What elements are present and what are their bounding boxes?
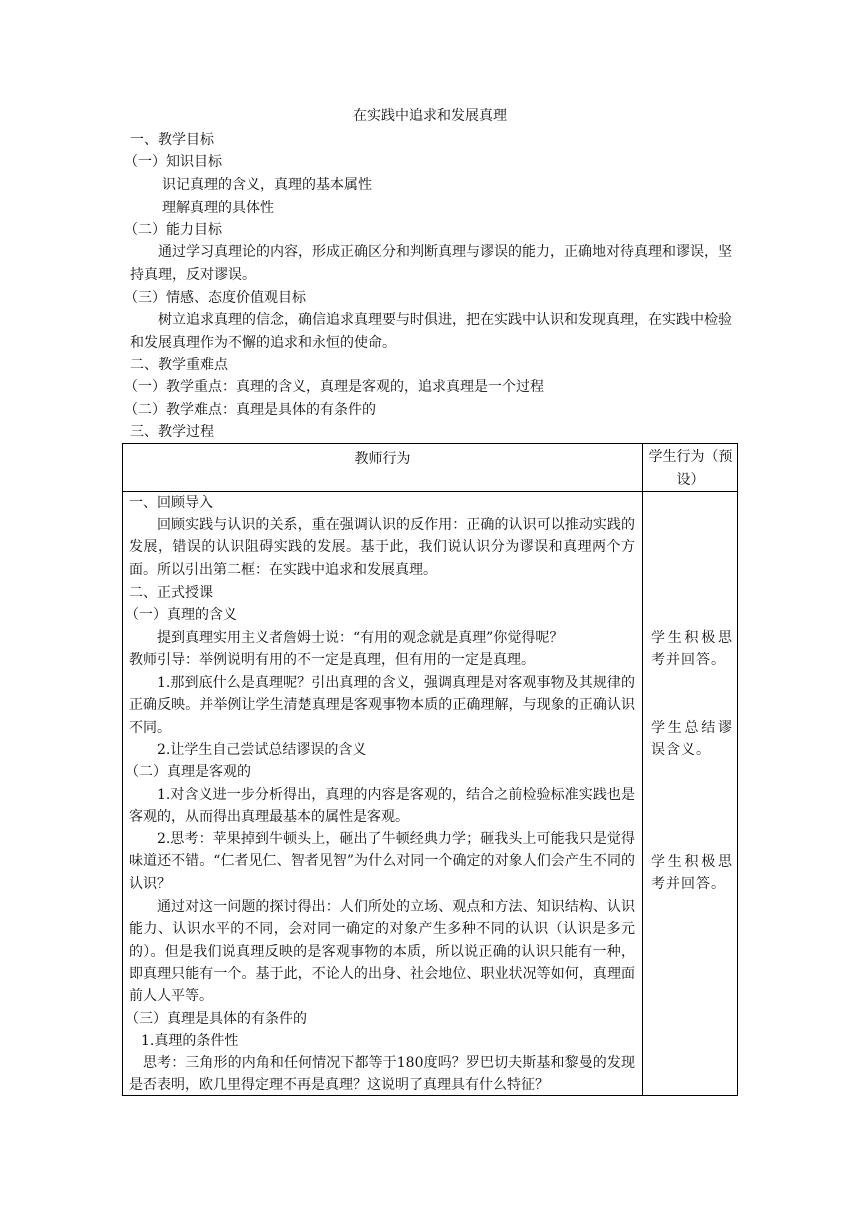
teacher-truth-definition: 1.那到底什么是真理呢？引出真理的含义，强调真理是对客观事物及其规律的正确反映。并举例让学生清楚真理是客观事物本质的正确理解，与现象的正确认识不同。 <box>129 675 635 736</box>
teacher-fallacy-task: 2.让学生自己尝试总结谬误的含义 <box>157 742 367 758</box>
student-response-1: 学生积极思考并回答。 <box>651 630 733 669</box>
ability-paragraph: 通过学习真理论的内容，形成正确区分和判断真理与谬误的能力，正确地对待真理和谬误，坚持真理，反对谬误。 <box>130 244 732 283</box>
teacher-triangle-question: 思考：三角形的内角和任何情况下都等于180度吗？罗巴切夫斯基和黎曼的发现是否表明，欧几里得定理不再是真理？这说明了真理具有什么特征？ <box>129 1055 635 1094</box>
teacher-lecture-heading: 二、正式授课 <box>129 585 213 601</box>
subheading-knowledge: （一）知识目标 <box>124 154 222 170</box>
teacher-objective-analysis: 1.对含义进一步分析得出，真理的内容是客观的，结合之前检验标准实践也是客观的，从而得出真理最基本的属性是客观。 <box>129 787 635 826</box>
document-title: 在实践中追求和发展真理 <box>353 108 507 124</box>
teacher-review-heading: 一、回顾导入 <box>129 495 213 511</box>
section-heading-objectives: 一、教学目标 <box>130 132 214 148</box>
keypoint-focus: （一）教学重点：真理的含义，真理是客观的，追求真理是一个过程 <box>124 379 544 395</box>
teacher-truth-conditional-heading: （三）真理是具体的有条件的 <box>125 1011 307 1027</box>
teacher-james-quote: 提到真理实用主义者詹姆士说：“有用的观念就是真理”你觉得呢？ <box>157 630 564 646</box>
teacher-truth-objective-heading: （二）真理是客观的 <box>125 764 251 780</box>
knowledge-item-2: 理解真理的具体性 <box>162 200 274 216</box>
knowledge-item-1: 识记真理的含义，真理的基本属性 <box>162 177 372 193</box>
header-teacher-behavior: 教师行为 <box>354 451 411 467</box>
teacher-truth-meaning-heading: （一）真理的含义 <box>125 607 237 623</box>
values-paragraph: 树立追求真理的信念，确信追求真理要与时俱进，把在实践中认识和发现真理，在实践中检验和发展真理作为不懈的追求和永恒的使命。 <box>130 312 732 351</box>
section-heading-keypoints: 二、教学重难点 <box>130 357 228 373</box>
teaching-process-table <box>122 443 738 1096</box>
teacher-guidance: 教师引导：举例说明有用的不一定是真理，但有用的一定是真理。 <box>129 652 535 668</box>
student-response-3: 学生积极思考并回答。 <box>651 854 733 893</box>
subheading-values: （三）情感、态度价值观目标 <box>124 290 306 306</box>
teacher-discussion-conclusion: 通过对这一问题的探讨得出：人们所处的立场、观点和方法、知识结构、认识能力、认识水平的不同，会对同一确定的对象产生多种不同的认识（认识是多元的）。但是我们说真理反映的是客观事物的本质，所以说正确的认识只能有一种，即真理只能有一个。基于此，不论人的出身、社会地位、职业状况等如何，真理面前人人平等。 <box>129 899 635 1005</box>
subheading-ability: （二）能力目标 <box>124 222 222 238</box>
column-divider <box>642 444 643 1095</box>
keypoint-difficulty: （二）教学难点：真理是具体的有条件的 <box>124 402 376 418</box>
header-student-behavior: 学生行为（预设） <box>648 449 733 488</box>
teacher-review-paragraph: 回顾实践与认识的关系，重在强调认识的反作用：正确的认识可以推动实践的发展，错误的认识阻碍实践的发展。基于此，我们说认识分为谬误和真理两个方面。所以引出第二框：在实践中追求和发展真理。 <box>129 517 635 578</box>
student-response-2: 学生总结谬误含义。 <box>651 720 733 759</box>
teacher-conditionality-heading: 1.真理的条件性 <box>141 1033 239 1049</box>
teacher-newton-question: 2.思考：苹果掉到牛顿头上，砸出了牛顿经典力学；砸我头上可能我只是觉得味道还不错。“仁者见仁、智者见智”为什么对同一个确定的对象人们会产生不同的认识？ <box>129 831 635 892</box>
section-heading-process: 三、教学过程 <box>130 424 214 440</box>
